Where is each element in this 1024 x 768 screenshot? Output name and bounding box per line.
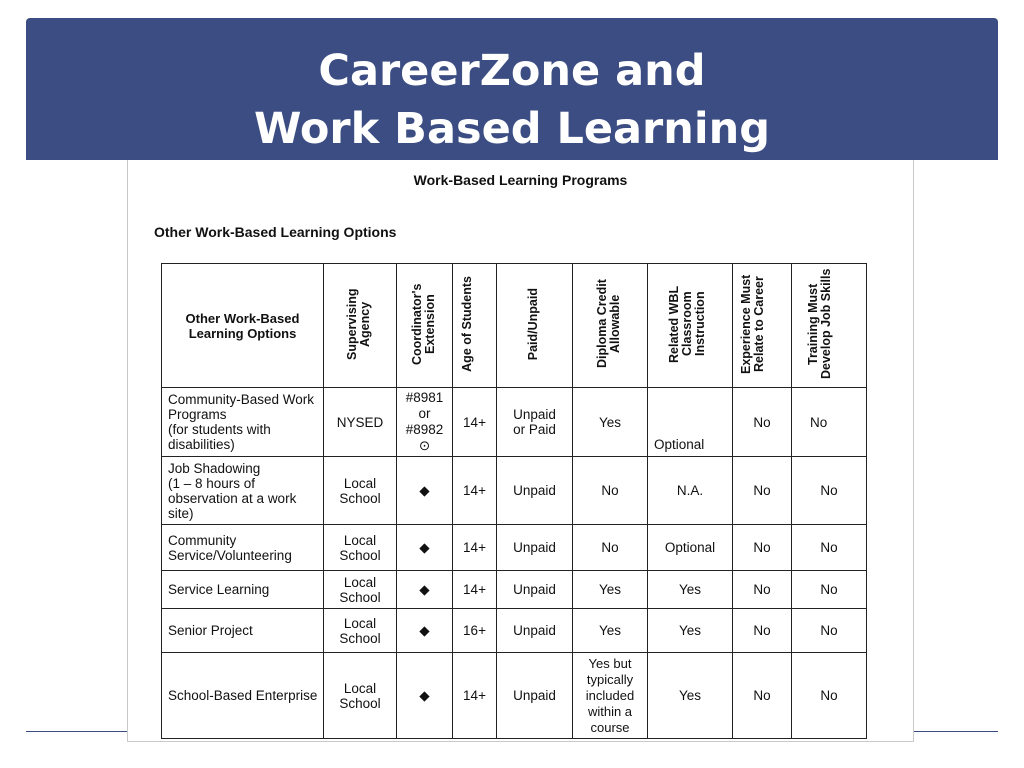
agency-cell: Local School bbox=[324, 609, 397, 653]
header-related-wbl: Related WBL Classroom Instruction bbox=[648, 264, 733, 388]
option-name: Community-Based Work Programs (for students with disabilities) bbox=[162, 388, 324, 457]
diploma-cell: Yes bbox=[573, 388, 648, 457]
age-cell: 16+ bbox=[453, 609, 497, 653]
training-cell: No bbox=[792, 571, 867, 609]
age-cell: 14+ bbox=[453, 388, 497, 457]
table-header-row bbox=[162, 264, 867, 388]
table-row bbox=[162, 525, 867, 571]
option-name: School-Based Enterprise bbox=[162, 653, 324, 739]
paid-cell: Unpaid or Paid bbox=[497, 388, 573, 457]
agency-cell: Local School bbox=[324, 457, 397, 525]
related-cell: Yes bbox=[648, 609, 733, 653]
age-cell: 14+ bbox=[453, 525, 497, 571]
slide-title-line-1: CareerZone and bbox=[318, 46, 706, 96]
related-cell: N.A. bbox=[648, 457, 733, 525]
age-cell: 14+ bbox=[453, 457, 497, 525]
slide-title-line-2: Work Based Learning bbox=[253, 104, 771, 154]
related-cell: Yes bbox=[648, 571, 733, 609]
training-cell: No bbox=[792, 457, 867, 525]
header-options: Other Work-Based Learning Options bbox=[162, 264, 324, 388]
training-cell: No bbox=[792, 653, 867, 739]
diamond-icon: ◆ bbox=[397, 525, 453, 571]
option-name: Job Shadowing (1 – 8 hours of observation at a work site) bbox=[162, 457, 324, 525]
paid-cell: Unpaid bbox=[497, 525, 573, 571]
age-cell: 14+ bbox=[453, 653, 497, 739]
table-row bbox=[162, 571, 867, 609]
header-paid-unpaid: Paid/Unpaid bbox=[497, 264, 573, 388]
agency-cell: Local School bbox=[324, 571, 397, 609]
experience-cell: No bbox=[733, 571, 792, 609]
document-heading: Work-Based Learning Programs bbox=[413, 172, 628, 188]
diamond-icon: ◆ bbox=[397, 653, 453, 739]
experience-cell: No bbox=[733, 457, 792, 525]
document-subheading: Other Work-Based Learning Options bbox=[154, 224, 397, 240]
option-name: Senior Project bbox=[162, 609, 324, 653]
experience-cell: No bbox=[733, 609, 792, 653]
footer-divider-left bbox=[26, 731, 127, 732]
paid-cell: Unpaid bbox=[497, 609, 573, 653]
agency-cell: Local School bbox=[324, 525, 397, 571]
diploma-cell: Yes bbox=[573, 609, 648, 653]
training-cell: No bbox=[792, 525, 867, 571]
age-cell: 14+ bbox=[453, 571, 497, 609]
option-name: Community Service/Volunteering bbox=[162, 525, 324, 571]
diploma-cell: Yes but typically included within a course bbox=[573, 653, 648, 739]
diamond-icon: ◆ bbox=[397, 457, 453, 525]
related-cell: Optional bbox=[648, 388, 733, 457]
paid-cell: Unpaid bbox=[497, 571, 573, 609]
wbl-options-table bbox=[161, 263, 867, 739]
title-bar bbox=[26, 18, 998, 160]
agency-cell: Local School bbox=[324, 653, 397, 739]
related-cell: Yes bbox=[648, 653, 733, 739]
experience-cell: No bbox=[733, 388, 792, 457]
header-experience-relate: Experience Must Relate to Career bbox=[733, 264, 792, 388]
table-row bbox=[162, 388, 867, 457]
option-name: Service Learning bbox=[162, 571, 324, 609]
table-row bbox=[162, 609, 867, 653]
header-supervising-agency: Supervising Agency bbox=[324, 264, 397, 388]
extension-cell: #8981 or #8982 ⊙ bbox=[397, 388, 453, 457]
diamond-icon: ◆ bbox=[397, 571, 453, 609]
agency-cell: NYSED bbox=[324, 388, 397, 457]
experience-cell: No bbox=[733, 525, 792, 571]
paid-cell: Unpaid bbox=[497, 653, 573, 739]
experience-cell: No bbox=[733, 653, 792, 739]
diploma-cell: No bbox=[573, 525, 648, 571]
slide-title bbox=[26, 42, 998, 158]
header-age-of-students: Age of Students bbox=[453, 264, 497, 388]
header-coordinators-extension: Coordinator's Extension bbox=[397, 264, 453, 388]
diploma-cell: No bbox=[573, 457, 648, 525]
diamond-icon: ◆ bbox=[397, 609, 453, 653]
footer-divider-right bbox=[914, 731, 998, 732]
table-row bbox=[162, 653, 867, 739]
training-cell: No bbox=[792, 388, 867, 457]
related-cell: Optional bbox=[648, 525, 733, 571]
document-image bbox=[127, 160, 914, 742]
header-training-skills: Training Must Develop Job Skills bbox=[792, 264, 867, 388]
header-diploma-credit: Diploma Credit Allowable bbox=[573, 264, 648, 388]
table-row bbox=[162, 457, 867, 525]
diploma-cell: Yes bbox=[573, 571, 648, 609]
training-cell: No bbox=[792, 609, 867, 653]
paid-cell: Unpaid bbox=[497, 457, 573, 525]
